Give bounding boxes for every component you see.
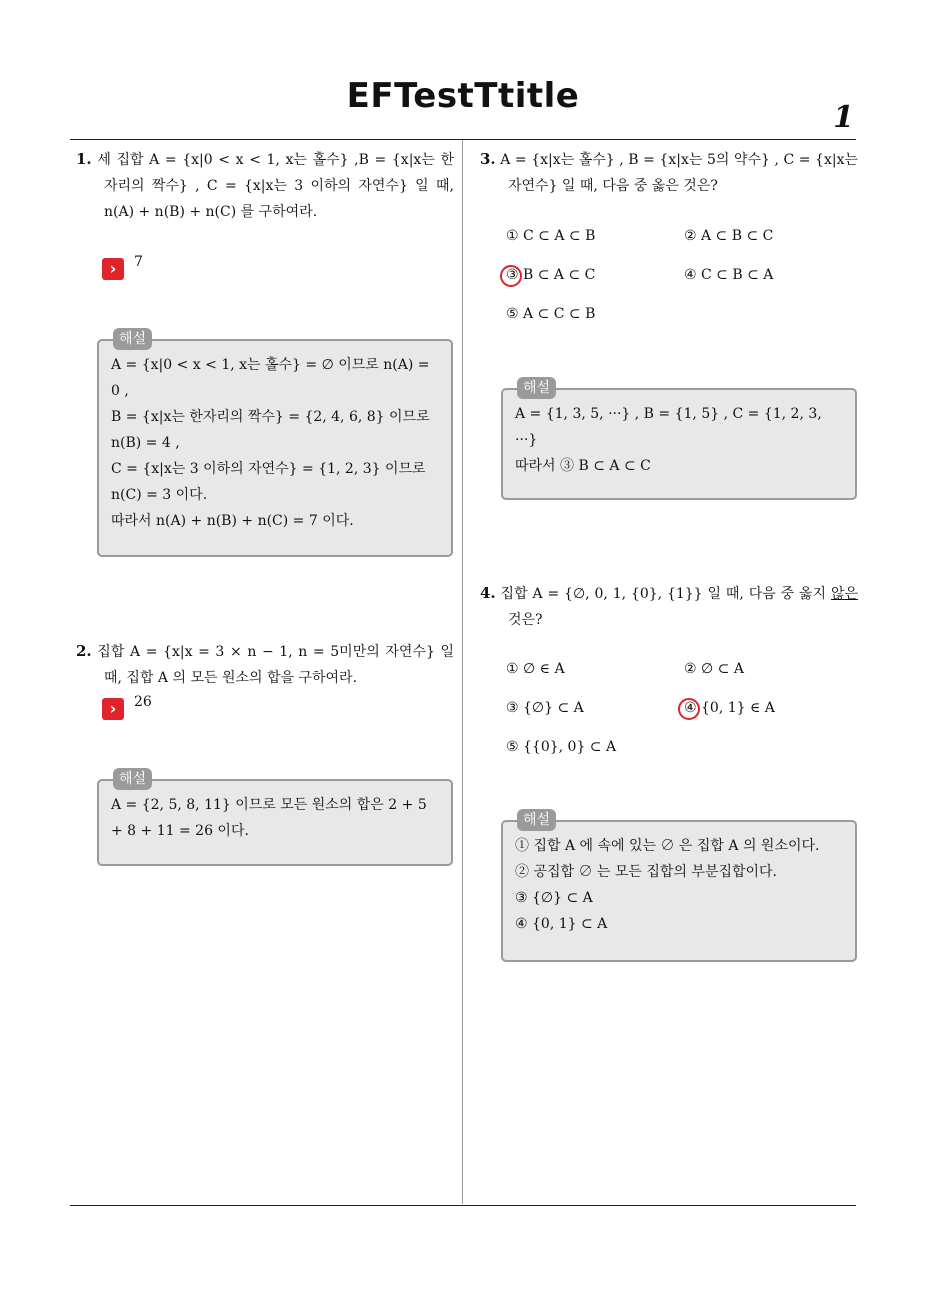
explanation-line: A = {1, 3, 5, ···} , B = {1, 5} , C = {1, 2, 3, ···}: [515, 406, 822, 448]
question-3: [480, 146, 858, 199]
page-number: 1: [833, 100, 854, 135]
question-2-answer: [102, 694, 152, 720]
answer-arrow-icon: ›: [102, 258, 124, 280]
explanation-label: 해설: [113, 328, 152, 350]
option-3[interactable]: ③ {∅} ⊂ A: [506, 700, 584, 716]
page-title: EFTestTtitle: [346, 76, 580, 116]
explanation-label: 해설: [517, 377, 556, 399]
question-2-text-block: [76, 638, 454, 691]
explanation-line: A = {2, 5, 8, 11} 이므로 모든 원소의 합은 2 + 5 + 8 + 11 = 26 이다.: [111, 797, 427, 839]
question-4-explanation-box: [501, 812, 857, 962]
question-3-text-block: [480, 146, 858, 199]
question-1-number: 1.: [76, 150, 92, 168]
question-4-text: 집합 A = {∅, 0, 1, {0}, {1}} 일 때, 다음 중 옳지: [500, 586, 831, 602]
explanation-line: C = {x|x는 3 이하의 자연수} = {1, 2, 3} 이므로 n(C) = 3 이다.: [111, 461, 426, 503]
explanation-line: B = {x|x는 한자리의 짝수} = {2, 4, 6, 8} 이므로 n(B) = 4 ,: [111, 409, 430, 451]
explanation-line: 따라서 n(A) + n(B) + n(C) = 7 이다.: [111, 513, 354, 529]
question-1-answer: [102, 254, 143, 280]
explanation-label: 해설: [113, 768, 152, 790]
explanation-label: 해설: [517, 809, 556, 831]
explanation-line: ① 집합 A 에 속에 있는 ∅ 은 집합 A 의 원소이다.: [515, 838, 820, 854]
header-rule: [70, 139, 856, 140]
question-3-explanation-box: [501, 380, 857, 500]
option-2[interactable]: ② ∅ ⊂ A: [684, 661, 744, 677]
option-5[interactable]: ⑤ A ⊂ C ⊂ B: [506, 306, 596, 322]
question-1-text: 세 집합 A = {x|0 < x < 1, x는 홀수} ,B = {x|x는 한 자리의 짝수} , C = {x|x는 3 이하의 자연수} 일 때, n(A) + n(B) + n(C) 를 구하여라.: [97, 152, 454, 220]
option-1[interactable]: ① C ⊂ A ⊂ B: [506, 228, 596, 244]
question-1: [76, 146, 454, 225]
footer-rule: [70, 1205, 856, 1206]
question-4-emphasis: 않은: [830, 586, 858, 602]
explanation-line: ③ {∅} ⊂ A: [515, 890, 593, 906]
question-2-text: 집합 A = {x|x = 3 × n − 1, n = 5미만의 자연수} 일 때, 집합 A 의 모든 원소의 합을 구하여라.: [97, 644, 454, 686]
question-2-number: 2.: [76, 642, 92, 660]
option-4[interactable]: ④ {0, 1} ∈ A: [684, 700, 775, 716]
question-4-number: 4.: [480, 584, 496, 602]
question-2: [76, 638, 454, 691]
option-4[interactable]: ④ C ⊂ B ⊂ A: [684, 267, 774, 283]
explanation-line: 따라서 ③ B ⊂ A ⊂ C: [515, 458, 651, 474]
question-3-options: [506, 228, 856, 328]
question-4-text-end: 것은?: [508, 612, 543, 628]
answer-mark-circle-icon: [678, 698, 700, 720]
explanation-line: ④ {0, 1} ⊂ A: [515, 916, 608, 932]
question-3-number: 3.: [480, 150, 496, 168]
question-2-explanation-box: [97, 771, 453, 866]
option-2[interactable]: ② A ⊂ B ⊂ C: [684, 228, 774, 244]
answer-arrow-icon: ›: [102, 698, 124, 720]
option-3[interactable]: ③ B ⊂ A ⊂ C: [506, 267, 596, 283]
option-1[interactable]: ① ∅ ∈ A: [506, 661, 565, 677]
explanation-line: ② 공집합 ∅ 는 모든 집합의 부분집합이다.: [515, 864, 778, 880]
question-4-text-block: [480, 580, 858, 633]
question-1-answer-value: 7: [134, 254, 143, 270]
answer-mark-circle-icon: [500, 265, 522, 287]
question-4: [480, 580, 858, 633]
column-divider: [462, 140, 463, 1204]
question-4-options: [506, 661, 856, 761]
explanation-line: A = {x|0 < x < 1, x는 홀수} = ∅ 이므로 n(A) = 0 ,: [111, 357, 430, 399]
question-1-text-block: [76, 146, 454, 225]
option-5[interactable]: ⑤ {{0}, 0} ⊂ A: [506, 739, 617, 755]
question-3-text: A = {x|x는 홀수} , B = {x|x는 5의 약수} , C = {x|x는 자연수} 일 때, 다음 중 옳은 것은?: [500, 152, 859, 194]
question-1-explanation-box: [97, 331, 453, 557]
question-2-answer-value: 26: [134, 694, 152, 710]
